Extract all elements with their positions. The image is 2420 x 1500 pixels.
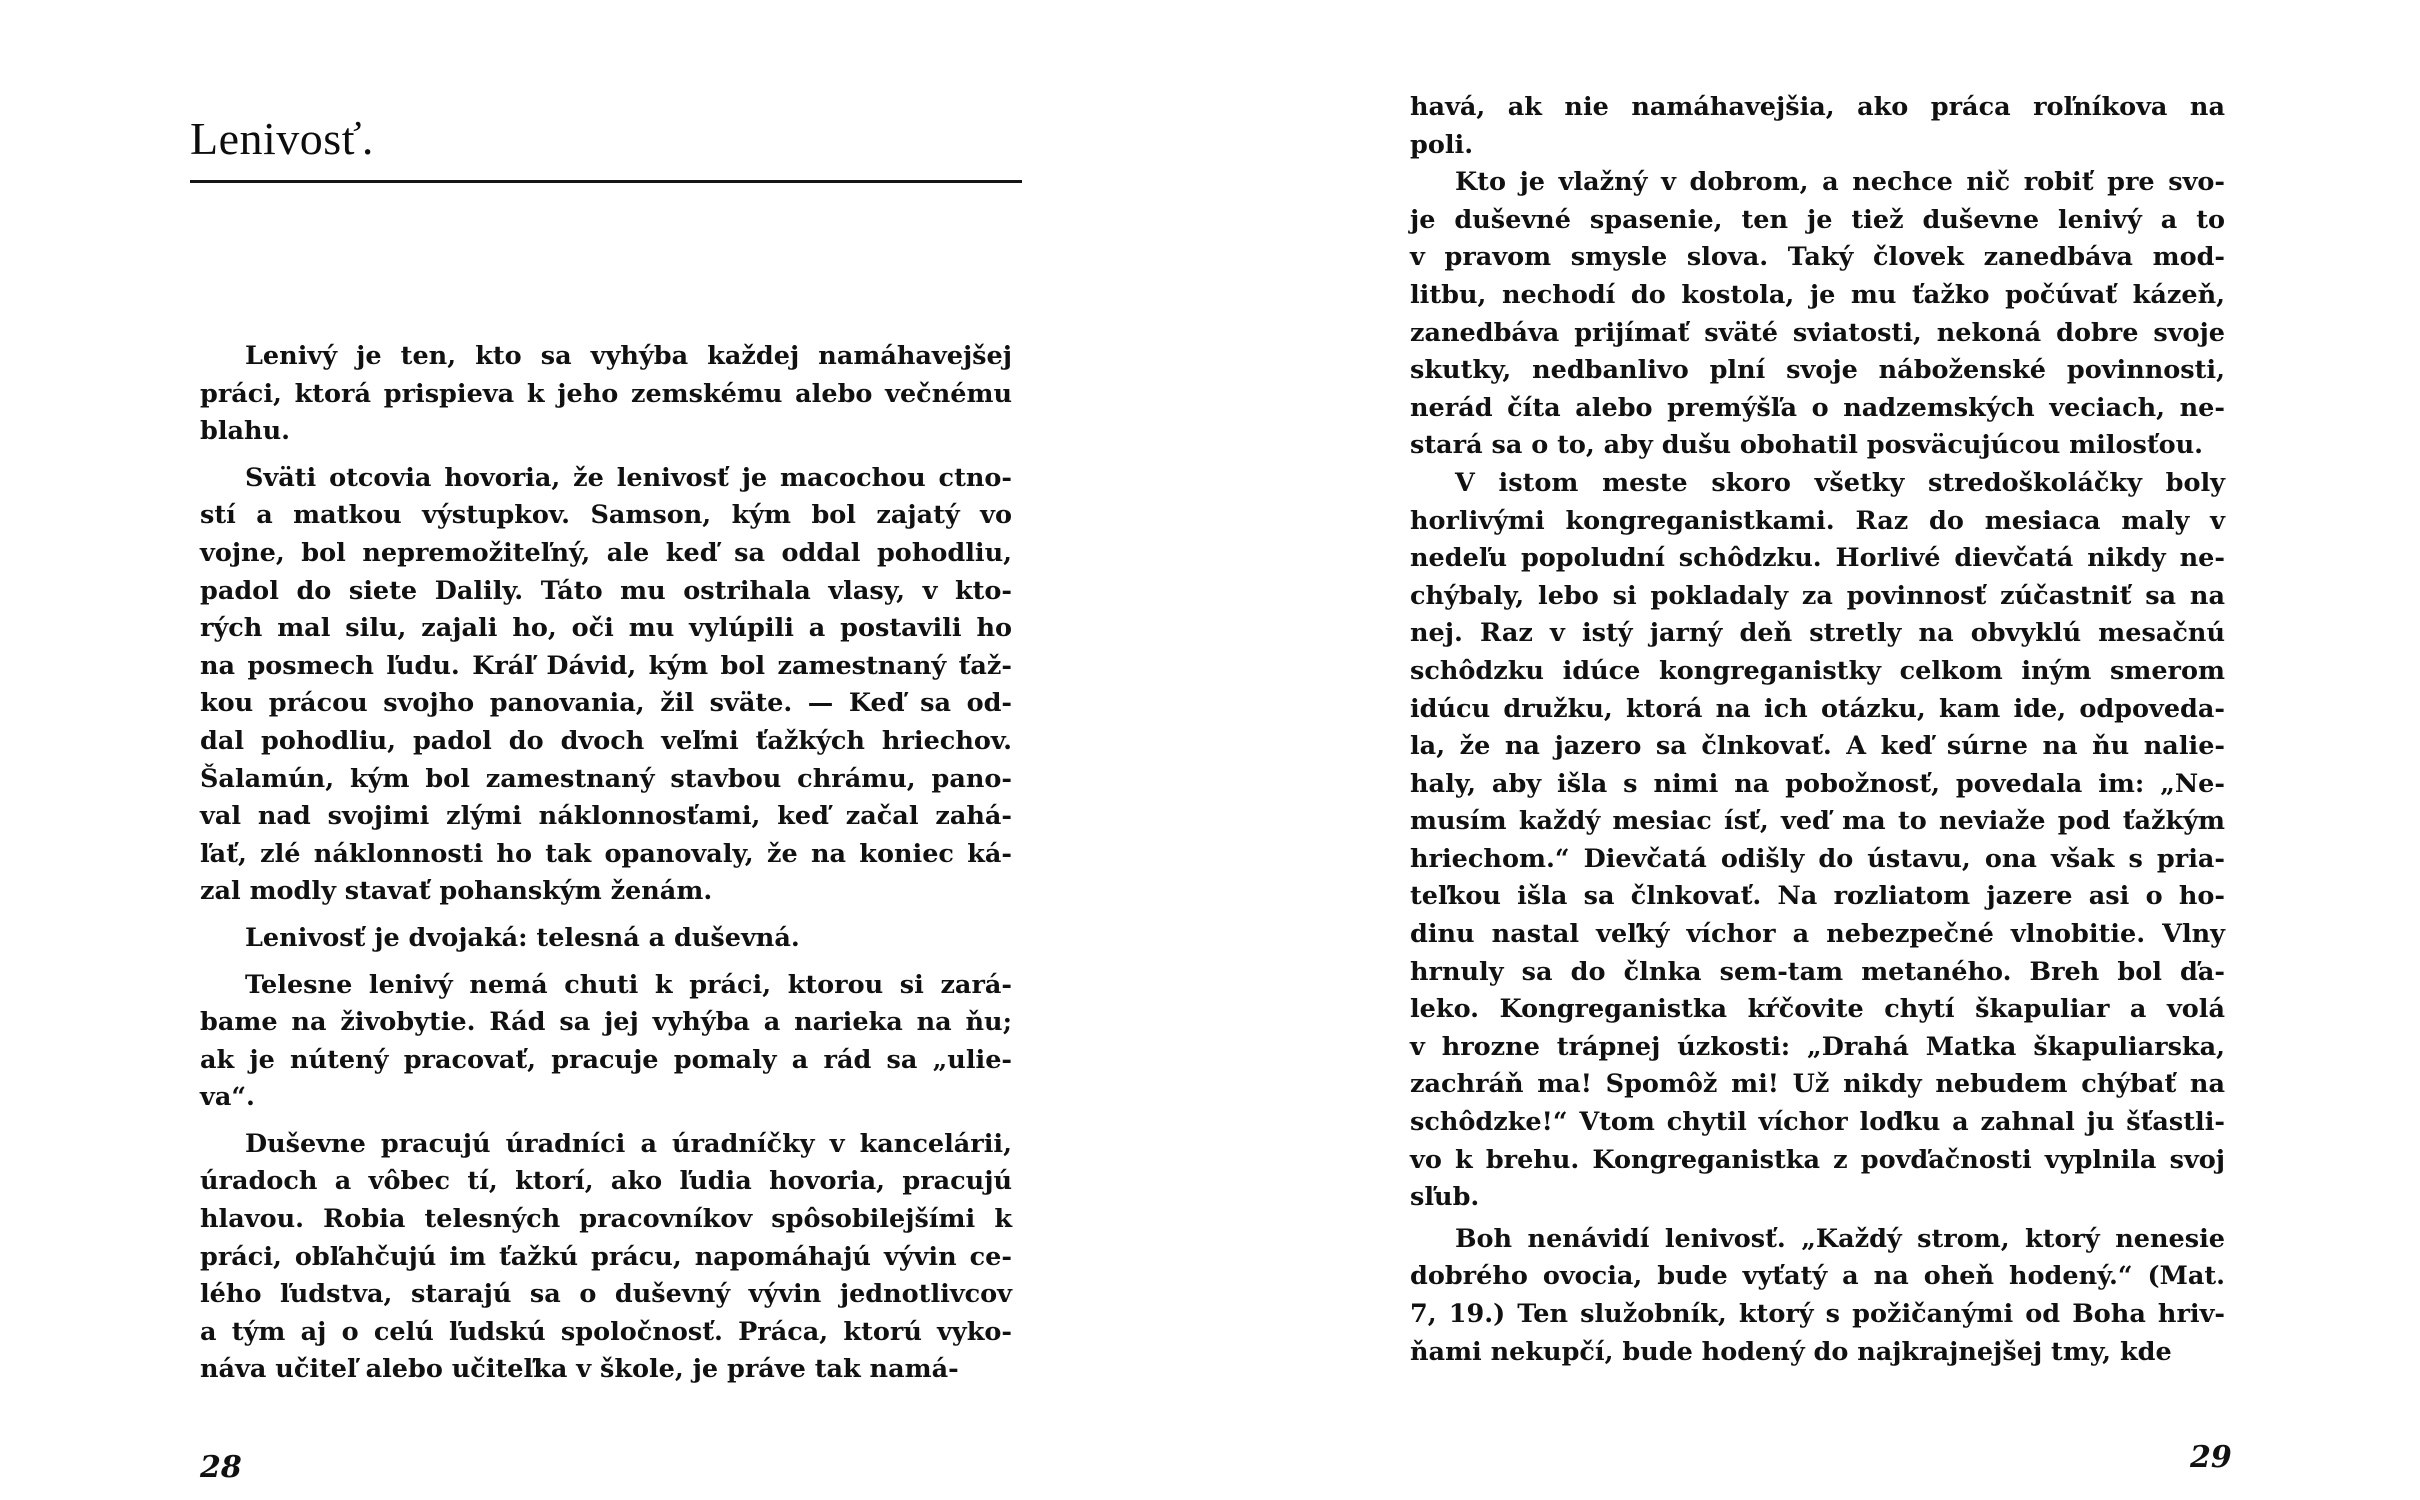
text-line: dinu nastal veľký víchor a nebezpečné vlnobitie. Vlny: [1410, 919, 2225, 950]
text-line: práci, ktorá prispieva k jeho zemskému alebo večnému: [200, 378, 1012, 409]
text-line: zanedbáva prijímať sväté sviatosti, nekoná dobre svoje: [1410, 317, 2225, 348]
text-line: horlivými kongreganistkami. Raz do mesiaca maly v: [1410, 505, 2225, 536]
left-page-body: [200, 338, 1012, 1398]
paragraph: [200, 967, 1012, 1117]
continued-paragraph: [1410, 89, 2225, 164]
paragraph: [200, 338, 1012, 451]
text-line: skutky, nedbanlivo plní svoje náboženské povinnosti,: [1410, 355, 2225, 386]
text-line: kou prácou svojho panovania, žil sväte. — Keď sa od-: [200, 688, 1012, 719]
text-line: ľať, zlé náklonnosti ho tak opanovaly, že na koniec ká-: [200, 838, 1012, 869]
text-line: zal modly stavať pohanským ženám.: [200, 876, 713, 907]
text-line: hlavou. Robia telesných pracovníkov spôsobilejšími k: [200, 1204, 1012, 1235]
text-line: nedeľu popoludní schôdzku. Horlivé dievčatá nikdy ne-: [1410, 543, 2225, 574]
text-line: hrnuly sa do člnka sem-tam metaného. Breh bol ďa-: [1410, 956, 2225, 987]
text-line: musím každý mesiac ísť, veď ma to neviaže pod ťažkým: [1410, 806, 2225, 837]
right-page-body: [1410, 89, 2225, 1371]
text-line: a tým aj o celú ľudskú spoločnosť. Práca, ktorú vyko-: [200, 1316, 1012, 1347]
text-line: la, že na jazero sa člnkovať. A keď súrne na ňu nalie-: [1410, 731, 2225, 762]
text-line: zachráň ma! Spomôž mi! Už nikdy nebudem chýbať na: [1410, 1069, 2225, 1100]
text-line: Šalamún, kým bol zamestnaný stavbou chrámu, pano-: [200, 763, 1012, 794]
text-line: je duševné spasenie, ten je tiež duševne lenivý a to: [1410, 204, 2225, 235]
text-line: val nad svojimi zlými náklonnosťami, keď začal zahá-: [200, 801, 1012, 832]
text-line: schôdzku idúce kongreganistky celkom iným smerom: [1410, 655, 2225, 686]
text-line: leko. Kongreganistka kŕčovite chytí škapuliar a volá: [1410, 994, 2225, 1025]
text-line: havá, ak nie namáhavejšia, ako práca roľníkova na: [1410, 92, 2225, 122]
text-line: hriechom.“ Dievčatá odišly do ústavu, ona však s pria-: [1410, 843, 2225, 874]
text-line: haly, aby išla s nimi na pobožnosť, povedala im: „Ne-: [1410, 768, 2225, 799]
paragraph: [1410, 164, 2225, 465]
text-line: sľub.: [1410, 1182, 1480, 1213]
text-line: stará sa o to, aby dušu obohatil posväcujúcou milosťou.: [1410, 430, 2204, 461]
text-line: dobrého ovocia, bude vyťatý a na oheň hodený.“ (Mat.: [1410, 1261, 2225, 1292]
text-line: Lenivý je ten, kto sa vyhýba každej namáhavejšej: [245, 341, 1012, 371]
text-line: nej. Raz v istý jarný deň stretly na obvyklú mesačnú: [1410, 618, 2225, 649]
paragraph: [200, 460, 1012, 911]
text-line: teľkou išla sa člnkovať. Na rozliatom jazere asi o ho-: [1410, 881, 2225, 912]
text-line: Sväti otcovia hovoria, že lenivosť je macochou ctno-: [245, 462, 1012, 493]
paragraph: [200, 1126, 1012, 1389]
chapter-title: Lenivosť.: [190, 113, 374, 164]
text-line: nerád číta alebo premýšľa o nadzemských veciach, ne-: [1410, 392, 2225, 423]
text-line: schôdzke!“ Vtom chytil víchor loďku a zahnal ju šťastli-: [1410, 1107, 2225, 1138]
text-line: na posmech ľudu. Kráľ Dávid, kým bol zamestnaný ťaž-: [200, 650, 1012, 681]
text-line: blahu.: [200, 416, 290, 447]
page-number-left: 28: [200, 1450, 242, 1485]
text-line: náva učiteľ alebo učiteľka v škole, je práve tak namá-: [200, 1354, 959, 1385]
paragraph: [1410, 1221, 2225, 1371]
text-line: va“.: [200, 1082, 255, 1113]
text-line: lého ľudstva, starajú sa o duševný vývin jednotlivcov: [200, 1279, 1012, 1310]
text-line: rých mal silu, zajali ho, oči mu vylúpili a postavili ho: [200, 613, 1012, 644]
paragraph: [1410, 465, 2225, 1217]
text-line: Telesne lenivý nemá chuti k práci, ktorou si zará-: [245, 969, 1012, 1000]
text-line: úradoch a vôbec tí, ktorí, ako ľudia hovoria, pracujú: [200, 1166, 1012, 1197]
text-line: bame na živobytie. Rád sa jej vyhýba a narieka na ňu;: [200, 1007, 1012, 1038]
text-line: Kto je vlažný v dobrom, a nechce nič robiť pre svo-: [1455, 167, 2225, 198]
title-underline-rule: [190, 180, 1022, 183]
paragraph: [200, 920, 1012, 958]
text-line: poli.: [1410, 129, 1474, 160]
text-line: litbu, nechodí do kostola, je mu ťažko počúvať kázeň,: [1410, 279, 2225, 310]
text-line: idúcu družku, ktorá na ich otázku, kam ide, odpoveda-: [1410, 693, 2225, 724]
text-line: ak je nútený pracovať, pracuje pomaly a rád sa „ulie-: [200, 1044, 1012, 1075]
text-line: stí a matkou výstupkov. Samson, kým bol zajatý vo: [200, 500, 1012, 531]
text-line: 7, 19.) Ten služobník, ktorý s požičanými od Boha hriv-: [1410, 1299, 2225, 1329]
text-line: Boh nenávidí lenivosť. „Každý strom, ktorý nenesie: [1455, 1223, 2225, 1254]
text-line: Duševne pracujú úradníci a úradníčky v kancelárii,: [245, 1128, 1012, 1159]
text-line: chýbaly, lebo si pokladaly za povinnosť zúčastniť sa na: [1410, 580, 2225, 611]
text-line: ňami nekupčí, bude hodený do najkrajnejšej tmy, kde: [1410, 1336, 2172, 1367]
page-number-right: 29: [2190, 1440, 2232, 1475]
right-page: [1210, 0, 2420, 1500]
text-line: dal pohodliu, padol do dvoch veľmi ťažkých hriechov.: [200, 725, 1012, 756]
text-line: vojne, bol nepremožiteľný, ale keď sa oddal pohodliu,: [200, 537, 1012, 568]
text-line: v hrozne trápnej úzkosti: „Drahá Matka škapuliarska,: [1410, 1031, 2225, 1062]
text-line: práci, obľahčujú im ťažkú prácu, napomáhajú vývin ce-: [200, 1241, 1012, 1272]
text-line: vo k brehu. Kongreganistka z povďačnosti vyplnila svoj: [1410, 1144, 2225, 1175]
text-line: Lenivosť je dvojaká: telesná a duševná.: [245, 922, 800, 953]
text-line: V istom meste skoro všetky stredoškoláčky boly: [1455, 467, 2225, 498]
text-line: v pravom smysle slova. Taký človek zanedbáva mod-: [1410, 242, 2225, 273]
text-line: padol do siete Dalily. Táto mu ostrihala vlasy, v kto-: [200, 575, 1012, 606]
